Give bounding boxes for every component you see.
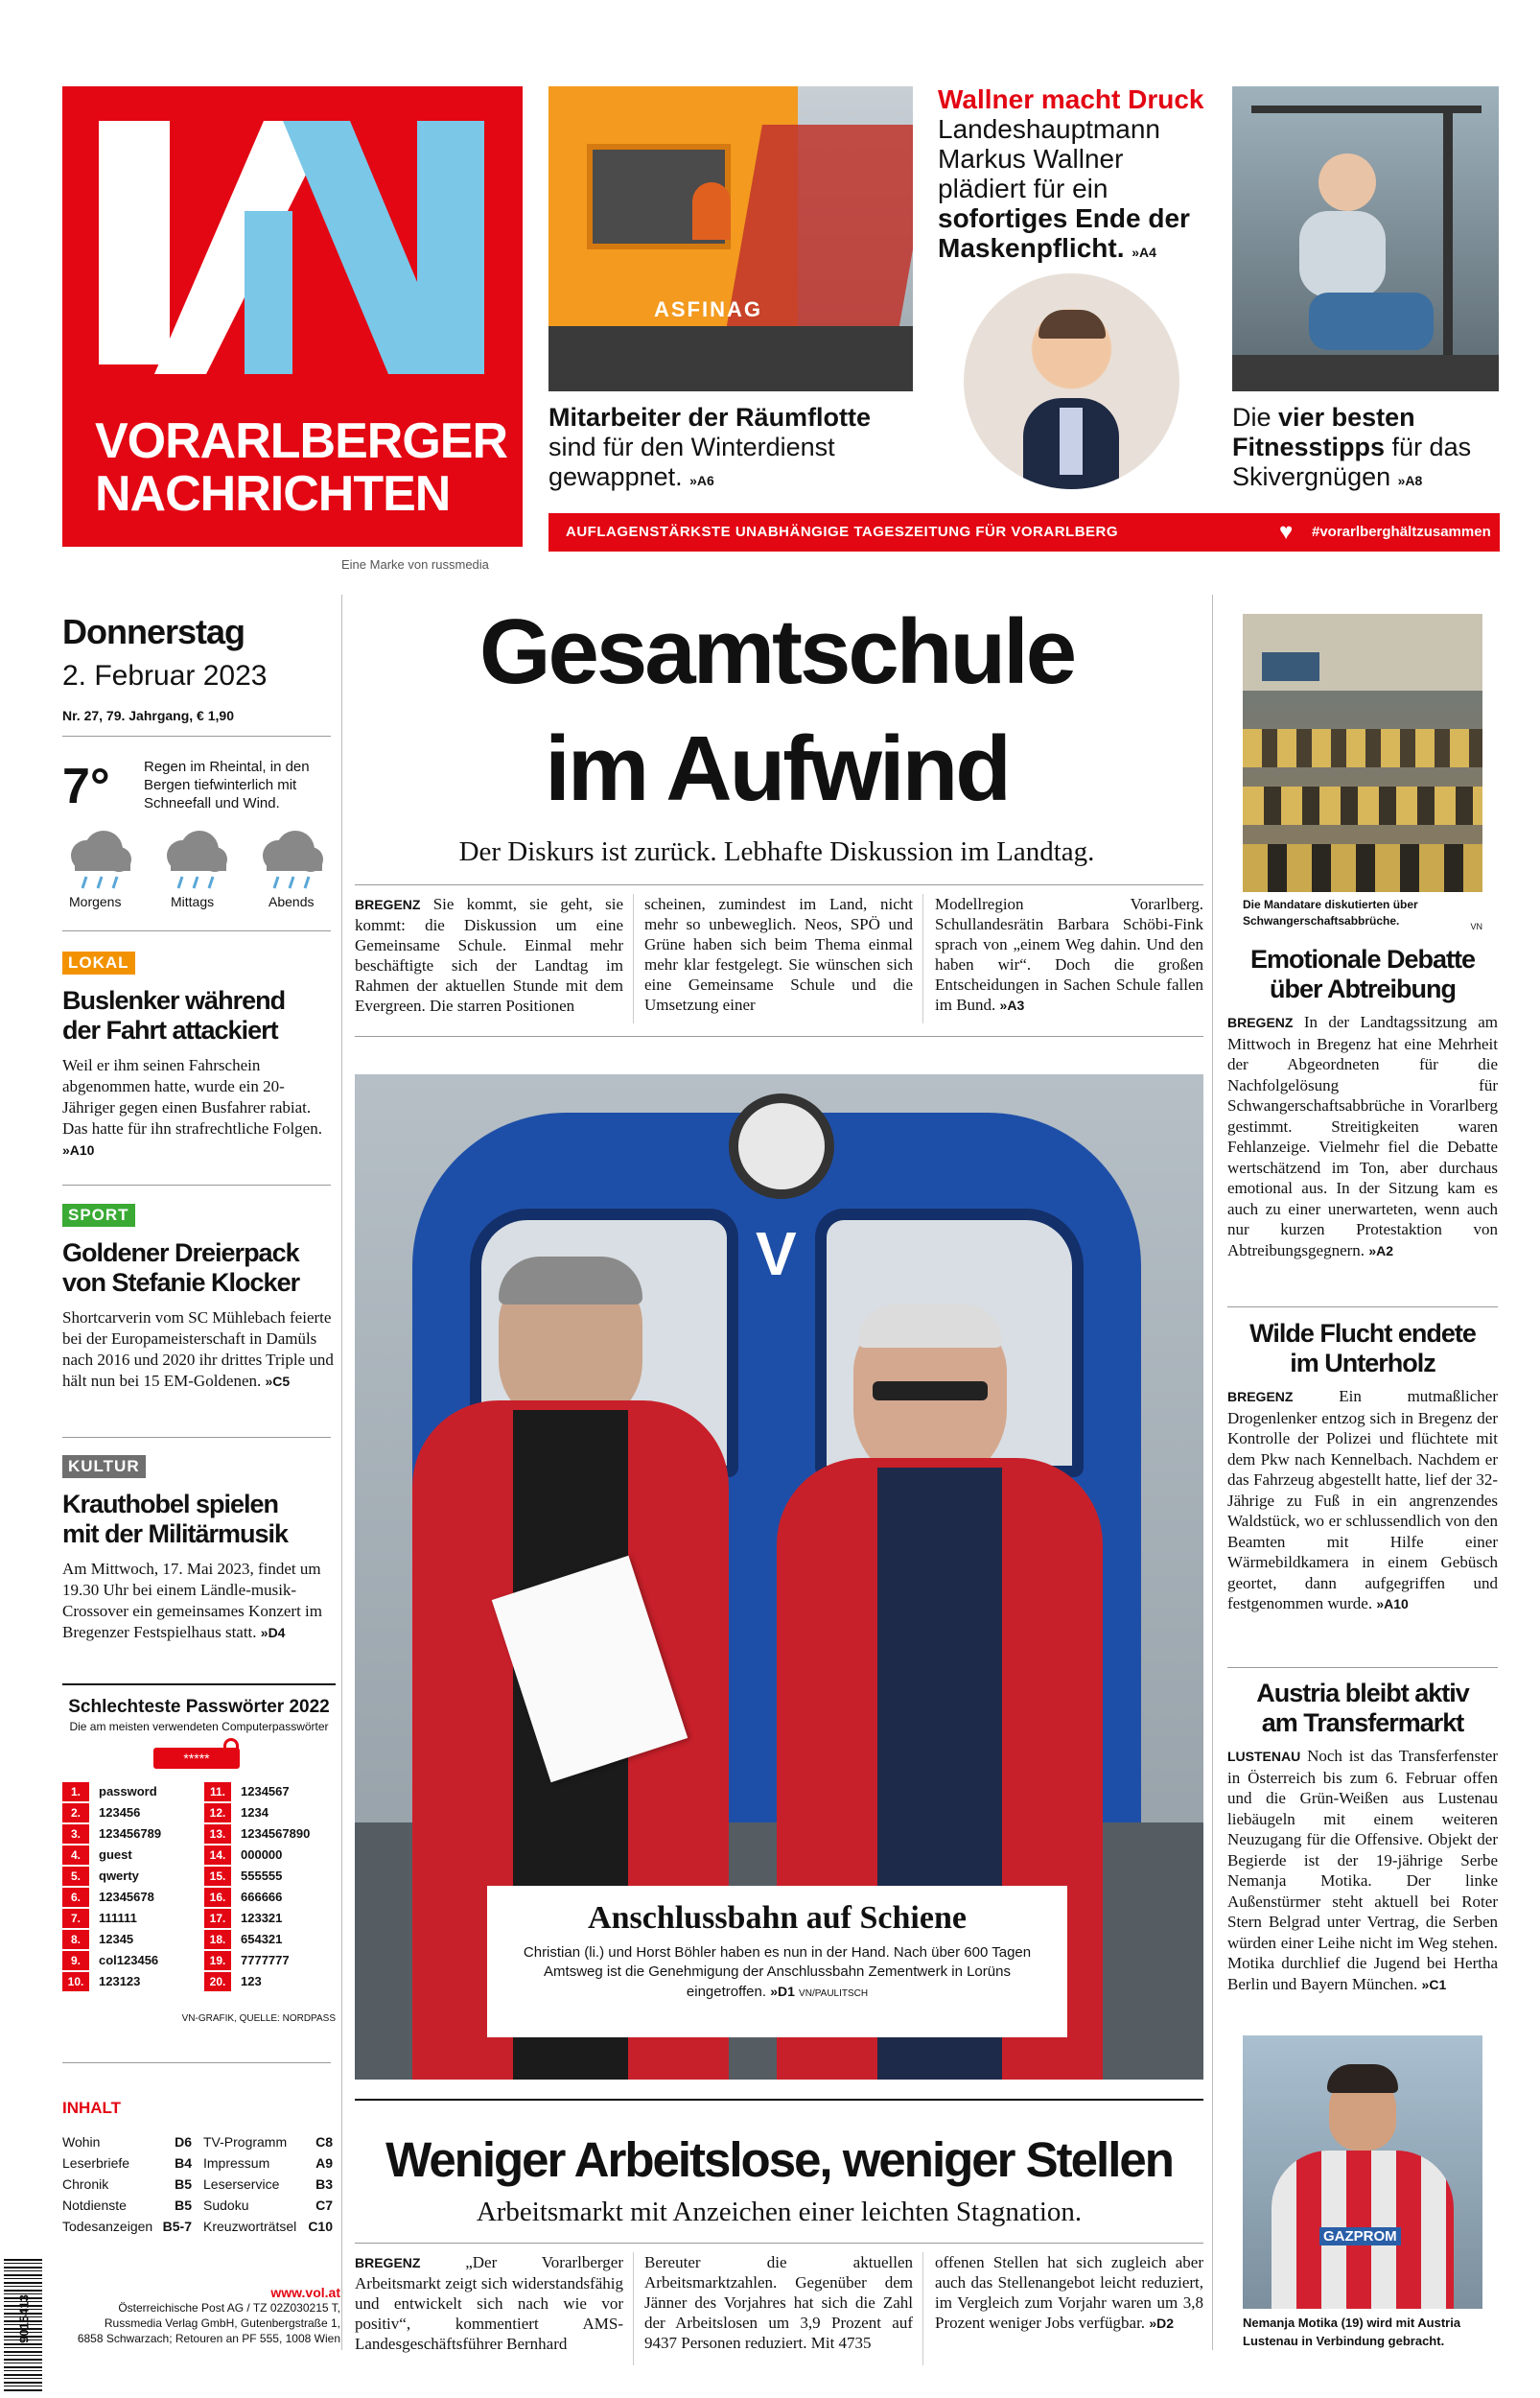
- section-tag-sport: SPORT: [62, 1204, 135, 1227]
- password-row: 1. password 11. 1234567: [62, 1781, 331, 1802]
- teaser-fitness-bold2: Fitnesstipps: [1232, 433, 1386, 461]
- flucht-ref[interactable]: »A10: [1376, 1596, 1409, 1611]
- second-col2-text: Bereuter die aktuellen Arbeitsmarktzahlen. Gegenüber dem Jänner des Vorjahres hat sich die Zahl der Arbeitslosen um 3,9 Prozent auf 9437 Personen reduziert. Mit 4735: [644, 2253, 913, 2352]
- section-kultur-text: Am Mittwoch, 17. Mai 2023, findet um 19.30 Uhr bei einem Ländle-musik-Crossover ein gemeinsames Konzert im Bregenzer Festspielhaus statt.: [62, 1560, 322, 1641]
- imprint-url[interactable]: www.vol.at: [270, 2285, 340, 2300]
- teaser-wallner-ref[interactable]: »A4: [1132, 245, 1156, 260]
- right-story-flucht[interactable]: [1227, 1319, 1498, 1615]
- teaser-raeumflotte-bold: Mitarbeiter der Räumflotte: [548, 403, 872, 432]
- teaser-wallner-kicker: Wallner macht Druck: [938, 84, 1204, 114]
- teaser-wallner-line3: plädiert für ein: [938, 174, 1108, 203]
- second-ref[interactable]: »D2: [1149, 2316, 1174, 2331]
- main-caption-title[interactable]: Anschlussbahn auf Schiene: [588, 1900, 967, 1936]
- lead-headline-1[interactable]: Gesamtschule: [478, 600, 1075, 703]
- teaser-fitness-text: für das: [1391, 433, 1472, 461]
- section-lokal-title1: Buslenker während: [62, 986, 286, 1015]
- teaser-raeumflotte-text: sind für den Winterdienst gewappnet.: [548, 433, 835, 491]
- lead-col1-text: Sie kommt, sie geht, sie kommt: die Diskussion um eine Gemeinsame Schule. Einmal mehr beschäftigte sich der Landtag im Rahmen der aktuellen Stunde mit dem Evergreen. Die starren Positionen: [355, 895, 624, 1015]
- inhalt-item[interactable]: Wohin D6: [62, 2134, 192, 2150]
- second-col-3: [935, 2252, 1203, 2334]
- lead-col2-text: scheinen, zumindest im Land, nicht mehr so unbeweglich. Neos, SPÖ und Grüne haben sich beim Thema einmal mehr klar festgelegt. Sie wünschen sich eine Gemeinsame Schule und die Umsetzung einer: [644, 895, 913, 1014]
- teaser-photo-fitness: [1232, 86, 1499, 391]
- landtag-caption-credit: VN: [1470, 922, 1482, 931]
- section-tag-lokal: LOKAL: [62, 952, 135, 975]
- inhalt-item[interactable]: Todesanzeigen B5-7: [62, 2219, 192, 2234]
- main-caption-ref[interactable]: »D1: [770, 1984, 795, 1999]
- inhalt-title: INHALT: [62, 2099, 122, 2117]
- inhalt-item[interactable]: Leserservice B3: [203, 2176, 333, 2192]
- lead-col3-text: Modellregion Vorarlberg. Schullandesrätin Barbara Schöbi-Fink sprach von „einem Weg dahin. Und den haben wir“. Doch die großen Entscheidungen in Sachen Schule fallen im Bund.: [935, 895, 1203, 1014]
- rain-cloud-icon-morning: [71, 831, 131, 888]
- password-row: 3. 123456789 13. 1234567890: [62, 1823, 331, 1845]
- inhalt-item[interactable]: TV-Programm C8: [203, 2134, 333, 2150]
- section-lokal[interactable]: [62, 952, 336, 1161]
- masthead-logo[interactable]: [62, 86, 523, 547]
- abtreibung-title1: Emotionale Debatte: [1249, 945, 1476, 974]
- teaser-wallner-line1: Landeshauptmann: [938, 114, 1160, 144]
- austria-location: LUSTENAU: [1227, 1749, 1301, 1764]
- austria-title2: am Transfermarkt: [1261, 1708, 1464, 1737]
- inhalt-item[interactable]: Leserbriefe B4: [62, 2155, 192, 2171]
- logo-n-left: [245, 211, 292, 374]
- dateline-issue: Nr. 27, 79. Jahrgang, € 1,90: [62, 708, 234, 723]
- weather-slot-noon: Mittags: [171, 894, 215, 909]
- right-story-austria[interactable]: [1227, 1679, 1498, 1995]
- austria-title1: Austria bleibt aktiv: [1256, 1679, 1469, 1707]
- lead-headline-2[interactable]: im Aufwind: [545, 717, 1009, 820]
- second-subhead: Arbeitsmarkt mit Anzeichen einer leichten Stagnation.: [476, 2197, 1083, 2227]
- passwords-graphic: [62, 1683, 336, 2048]
- inhalt-list-left: [62, 2131, 192, 2237]
- teaser-fitness-bold1: vier besten: [1278, 403, 1415, 432]
- section-lokal-ref[interactable]: »A10: [62, 1142, 95, 1158]
- second-col-2: [644, 2252, 913, 2353]
- section-tag-kultur: KULTUR: [62, 1455, 146, 1478]
- logo-v-left: [99, 121, 170, 364]
- weather-text: Regen im Rheintal, in den Bergen tiefwinterlich mit Schneefall und Wind.: [144, 759, 310, 811]
- loco-letter: V: [756, 1219, 797, 1288]
- teaser-fitness-ref[interactable]: »A8: [1397, 473, 1423, 488]
- barcode-number: 9015413: [16, 2294, 32, 2343]
- inhalt-item[interactable]: Chronik B5: [62, 2176, 192, 2192]
- imprint-line: 6858 Schwarzach; Retouren an PF 555, 1008 Wien: [77, 2332, 340, 2345]
- lock-asterisks: *****: [183, 1751, 210, 1766]
- section-kultur-title2: mit der Militärmusik: [62, 1519, 289, 1548]
- teaser-wallner-bold2: Maskenpflicht.: [938, 233, 1125, 263]
- heart-icon: ♥: [1279, 519, 1294, 545]
- main-caption-text: Christian (li.) und Horst Böhler haben es nun in der Hand. Nach über 600 Tagen Amtsweg ist die Genehmigung der Anschlussbahn Zementwerk in Lorüns eingetroffen.: [523, 1944, 1032, 2000]
- teaser-fitness[interactable]: [1232, 403, 1510, 496]
- inhalt-item[interactable]: Notdienste B5: [62, 2198, 192, 2213]
- teaser-fitness-text2: Skivergnügen: [1232, 462, 1391, 491]
- imprint-line: Russmedia Verlag GmbH, Gutenbergstraße 1,: [104, 2316, 340, 2330]
- lead-col-2: [644, 894, 913, 1015]
- flucht-location: BREGENZ: [1227, 1389, 1294, 1404]
- section-lokal-title2: der Fahrt attackiert: [62, 1016, 278, 1045]
- logo-n-right: [417, 121, 484, 374]
- section-kultur-title1: Krauthobel spielen: [62, 1490, 279, 1518]
- flucht-text: Ein mutmaßlicher Drogenlenker entzog sich in Bregenz der Kontrolle der Polizei und flüchtete mit dem Pkw nach Kennelbach. Nachdem er das Fahrzeug abgestellt hatte, lief der 32-Jährige zu Fuß in ein angrenzendes Waldstück, wo er schlussendlich von den Beamten mit Hilfe einer Wärmebildkamera in einem Gebüsch geortet, dann aufgegriffen und festgenommen wurde.: [1227, 1387, 1498, 1612]
- motika-photo: [1243, 2035, 1482, 2309]
- dateline-date: 2. Februar 2023: [62, 660, 268, 692]
- flucht-title2: im Unterholz: [1290, 1349, 1435, 1377]
- lead-subhead: Der Diskurs ist zurück. Lebhafte Diskussion im Landtag.: [458, 836, 1095, 867]
- password-row: 2. 123456 12. 1234: [62, 1802, 331, 1823]
- section-sport-title2: von Stefanie Klocker: [62, 1268, 300, 1297]
- inhalt-item[interactable]: Impressum A9: [203, 2155, 333, 2171]
- rain-cloud-icon-evening: [263, 831, 323, 888]
- dateline-day: Donnerstag: [62, 612, 245, 651]
- inhalt-item[interactable]: Kreuzworträtsel C10: [203, 2219, 333, 2234]
- weather-temp: 7°: [62, 759, 110, 814]
- second-headline[interactable]: Weniger Arbeitslose, weniger Stellen: [385, 2132, 1173, 2187]
- abtreibung-text: In der Landtagssitzung am Mittwoch in Bregenz hat eine Mehrheit der Abgeordneten für die Nachfolgelösung für Schwangerschaftsabbrüche in Vorarlberg gestimmt. Streitigkeiten waren Fehlanzeige. Vielmehr fiel die Debatte wertschätzend im Ton, aber durchaus emotional aus. In der Sitzung kam es auch zu einer unerwarteten, wenn auch nur kurzen Protestaktion von Abtreibungsgegnern.: [1227, 1013, 1498, 1259]
- password-row: 8. 12345 18. 654321: [62, 1929, 331, 1950]
- second-location: BREGENZ: [355, 2255, 421, 2270]
- motika-caption: Nemanja Motika (19) wird mit Austria Lustenau in Verbindung gebracht.: [1243, 2316, 1461, 2348]
- weather-icons: [58, 825, 345, 902]
- password-row: 4. guest 14. 000000: [62, 1845, 331, 1866]
- tagline-text: AUFLAGENSTÄRKSTE UNABHÄNGIGE TAGESZEITUNG FÜR VORARLBERG: [566, 524, 1119, 540]
- lead-ref[interactable]: »A3: [999, 998, 1025, 1013]
- passwords-title: Schlechteste Passwörter 2022: [68, 1697, 330, 1717]
- logo-name-line1: VORARLBERGER: [95, 413, 508, 469]
- lead-col-3: [935, 894, 1203, 1016]
- landtag-photo: [1243, 614, 1482, 892]
- passwords-source: VN-GRAFIK, QUELLE: NORDPASS: [181, 2013, 336, 2024]
- password-list: [62, 1781, 336, 2002]
- password-row: 9. col123456 19. 7777777: [62, 1950, 331, 1971]
- teaser-raeumflotte[interactable]: [548, 403, 913, 496]
- jersey-text: GAZPROM: [1319, 2227, 1401, 2245]
- vn-logo-mark: [62, 86, 523, 412]
- password-row: 7. 111111 17. 123321: [62, 1908, 331, 1929]
- hashtag[interactable]: #vorarlberghältzusammen: [1312, 524, 1491, 540]
- passwords-subtitle: Die am meisten verwendeten Computerpasswörter: [69, 1720, 329, 1733]
- section-sport-ref[interactable]: »C5: [265, 1374, 291, 1389]
- main-caption-credit: VN/PAULITSCH: [799, 1988, 869, 1999]
- inhalt-item[interactable]: Sudoku C7: [203, 2198, 333, 2213]
- main-photo-caption: [487, 1886, 1067, 2037]
- section-kultur-ref[interactable]: »D4: [260, 1625, 286, 1640]
- abtreibung-title2: über Abtreibung: [1270, 975, 1456, 1003]
- password-row: 10. 123123 20. 123: [62, 1971, 331, 1992]
- second-col1-text: „Der Vorarlberger Arbeitsmarkt zeigt sich widerstandsfähig und entwickelt sich nach wie vor positiv“, kommentiert AMS-Landesgeschäftsführer Bernhard: [355, 2253, 623, 2353]
- lead-location: BREGENZ: [355, 897, 421, 912]
- section-sport-text: Shortcarverin vom SC Mühlebach feierte bei der Europameisterschaft in Damüls nach 2016 und 2020 ihr drittes Triple und hält nun bei 15 EM-Goldenen.: [62, 1308, 334, 1390]
- section-kultur[interactable]: [62, 1455, 336, 1643]
- austria-text: Noch ist das Transferfenster in Österreich bis zum 6. Februar offen und die Grün-Weißen aus Lustenau liebäugeln mit einem weiteren Neuzugang für die Offensive. Objekt der Begierde ist der 19-jährige Serbe Nemanja Motika. Der linke Außenstürmer steht aktuell bei Roter Stern Belgrad unter Vertrag, die Serben würden einer Leihe nicht im Weg stehen. Motika durchlief die Jugend bei Hertha Berlin und Bayern München.: [1227, 1747, 1499, 1993]
- weather-slot-evening: Abends: [268, 894, 315, 909]
- weather-slot-morning: Morgens: [69, 894, 122, 909]
- landtag-caption: [1243, 897, 1482, 935]
- section-sport-title1: Goldener Dreierpack: [62, 1238, 299, 1267]
- teaser-wallner-bold1: sofortiges Ende der: [938, 203, 1190, 233]
- teaser-wallner-line2: Markus Wallner: [938, 144, 1124, 174]
- tagline-bar: [548, 513, 1500, 552]
- password-row: 6. 12345678 16. 666666: [62, 1887, 331, 1908]
- rain-cloud-icon-noon: [167, 831, 227, 888]
- teaser-fitness-pre: Die: [1232, 403, 1272, 432]
- abtreibung-ref[interactable]: »A2: [1368, 1242, 1393, 1258]
- truck-label: ASFINAG: [654, 297, 762, 321]
- password-row: 5. qwerty 15. 555555: [62, 1866, 331, 1887]
- imprint: [62, 2285, 340, 2346]
- section-sport[interactable]: [62, 1204, 336, 1392]
- brand-note: Eine Marke von russmedia: [341, 557, 489, 572]
- teaser-wallner[interactable]: [938, 84, 1206, 268]
- inhalt-list-right: [203, 2131, 333, 2237]
- second-col-1: [355, 2252, 623, 2354]
- second-col3-text: offenen Stellen hat sich zugleich aber auch das Stellenangebot leicht reduziert, im Vergleich zum Vorjahr waren um 3,8 Prozent weniger Jobs verfügbar.: [935, 2253, 1203, 2332]
- lead-col-1: [355, 894, 623, 1016]
- section-lokal-text: Weil er ihm seinen Fahrschein abgenommen hatte, wurde ein 20-Jähriger gegen einen Busfahrer rabiat. Das hatte für ihn strafrechtliche Folgen.: [62, 1056, 322, 1138]
- logo-name-line2: NACHRICHTEN: [95, 466, 451, 522]
- teaser-raeumflotte-ref[interactable]: »A6: [689, 473, 714, 488]
- imprint-line: Österreichische Post AG / TZ 02Z030215 T,: [118, 2301, 340, 2315]
- austria-ref[interactable]: »C1: [1421, 1976, 1447, 1992]
- portrait-wallner: [964, 273, 1179, 489]
- flucht-title1: Wilde Flucht endete: [1249, 1319, 1476, 1348]
- landtag-caption-text: Die Mandatare diskutierten über Schwangerschaftsabbrüche.: [1243, 898, 1418, 928]
- right-story-abtreibung[interactable]: [1227, 945, 1498, 1261]
- teaser-photo-truck: [548, 86, 913, 391]
- abtreibung-location: BREGENZ: [1227, 1015, 1294, 1030]
